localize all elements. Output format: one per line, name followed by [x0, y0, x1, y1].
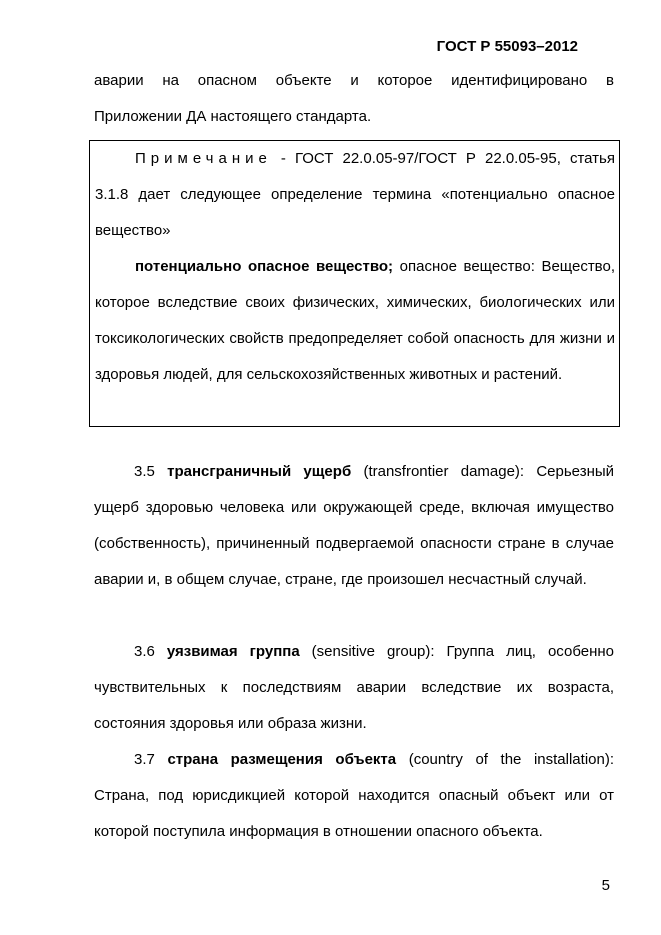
- section-3-6: [94, 634, 614, 742]
- section-3-5: [94, 454, 614, 598]
- section-number: 3.5: [134, 463, 155, 480]
- section-paragraph: [94, 742, 614, 850]
- section-paragraph: [94, 634, 614, 742]
- note-label: Примечание: [135, 150, 272, 167]
- note-box: [89, 140, 620, 427]
- section-term: уязвимая группа: [166, 643, 300, 660]
- intro-line-2: Приложении ДА настоящего стандарта.: [94, 108, 372, 125]
- section-definition: Страна, под юрисдикцией которой находится опасный объект или от которой поступила информация в отношении опасного объекта.: [94, 787, 614, 840]
- note-definition-paragraph: [95, 249, 615, 393]
- document-code-header: ГОСТ Р 55093–2012: [436, 38, 578, 55]
- section-number: 3.7: [134, 751, 155, 768]
- section-number: 3.6: [134, 643, 155, 660]
- intro-line-1: аварии на опасном объекте и которое идентифицировано в: [94, 72, 614, 89]
- section-paragraph: [94, 454, 614, 598]
- section-english: (sensitive group):: [299, 643, 447, 660]
- section-english: (country of the installation):: [396, 751, 614, 768]
- section-definition: Серьезный ущерб здоровью человека или окружающей среде, включая имущество (собственность), причиненный подвергаемой опасности стране в случае аварии и, в общем случае, стране, где произошел несчастный случай.: [94, 463, 615, 588]
- section-3-7: [94, 742, 614, 850]
- note-text: - ГОСТ 22.0.05-97/ГОСТ Р 22.0.05-95, статья 3.1.8 дает следующее определение термина «потенциально опасное вещество»: [95, 150, 615, 239]
- section-definition: Группа лиц, особенно чувствительных к последствиям аварии вследствие их возраста, состояния здоровья или образа жизни.: [94, 643, 614, 732]
- section-term: страна размещения объекта: [167, 751, 397, 768]
- section-term: трансграничный ущерб: [167, 463, 352, 480]
- note-term: потенциально опасное вещество;: [135, 258, 394, 275]
- note-content: [95, 141, 615, 393]
- note-definition: опасное вещество: Вещество, которое вследствие своих физических, химических, биологических или токсикологических свойств предопределяет собой опасность для жизни и здоровья людей, для сельскохозяйственных животных и растений.: [95, 258, 615, 383]
- section-english: (transfrontier damage):: [351, 463, 537, 480]
- page-number: 5: [601, 877, 610, 894]
- note-paragraph: [95, 141, 615, 249]
- intro-paragraph: [94, 63, 614, 135]
